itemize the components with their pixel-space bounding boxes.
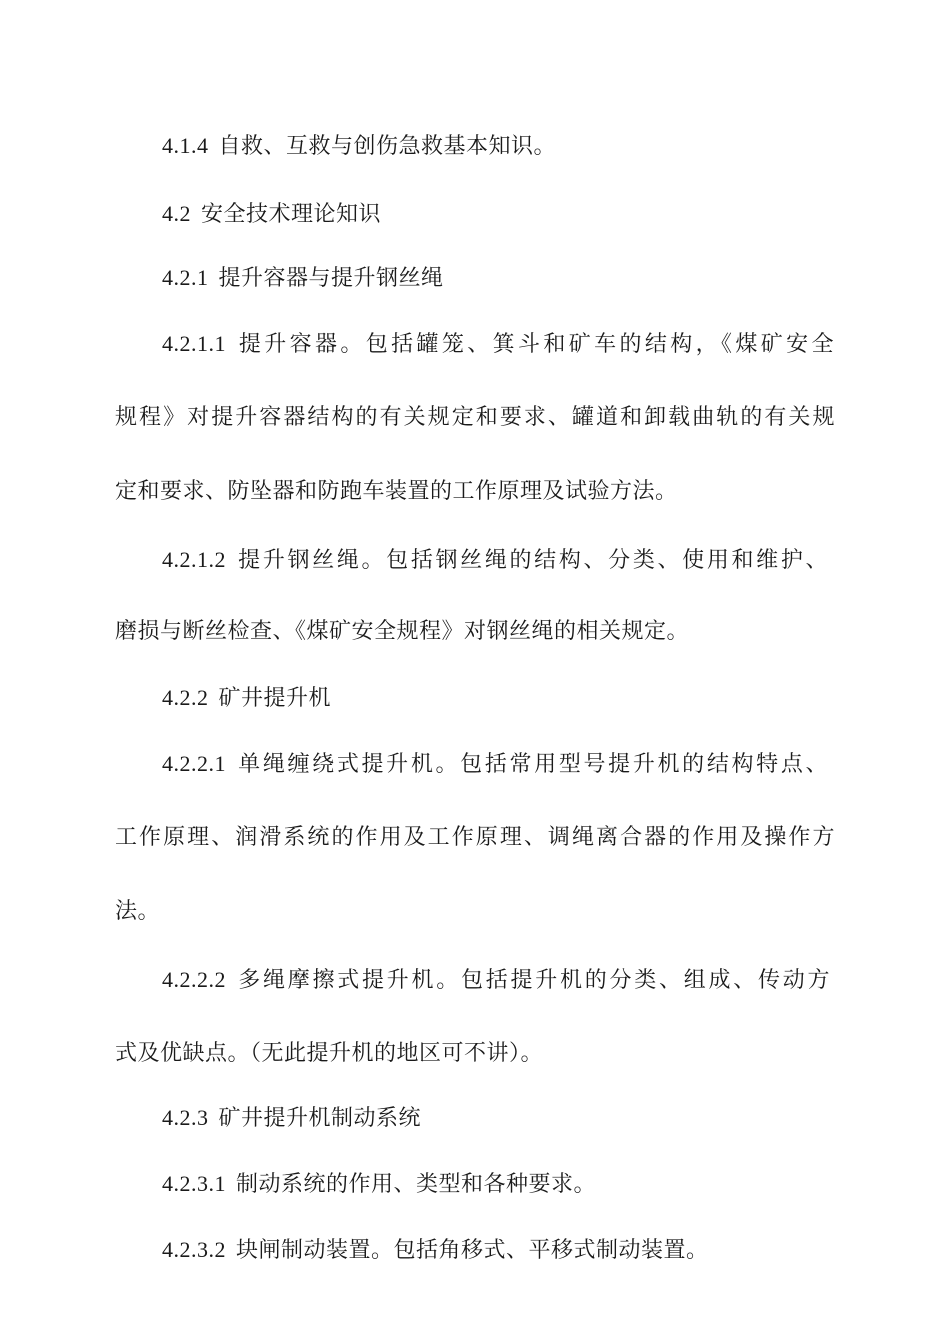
paragraph-4-2-1-1 [162, 330, 834, 359]
paragraph-continuation [115, 1040, 543, 1068]
paragraph-text: 多绳摩擦式提升机。包括提升机的分类、组成、传动方 [236, 968, 830, 993]
paragraph-text: 单绳缠绕式提升机。包括常用型号提升机的结构特点、 [236, 752, 828, 777]
section-number: 4.2.2.1 [162, 751, 226, 776]
paragraph-text: 规程》对提升容器结构的有关规定和要求、罐道和卸载曲轨的有关规 [115, 405, 835, 430]
heading-text: 提升容器与提升钢丝绳 [218, 266, 444, 291]
paragraph-continuation [115, 898, 160, 926]
paragraph-text: 自救、互救与创伤急救基本知识。 [218, 134, 557, 159]
section-number: 4.2.1 [162, 265, 209, 290]
paragraph-continuation [115, 618, 689, 646]
section-number: 4.2.2.2 [162, 967, 226, 992]
section-number: 4.1.4 [162, 133, 209, 158]
paragraph-text: 提升容器。包括罐笼、箕斗和矿车的结构，《煤矿安全 [236, 332, 834, 357]
paragraph-continuation [115, 404, 835, 432]
paragraph-4-1-4 [162, 132, 556, 161]
heading-4-2-3 [162, 1104, 421, 1133]
paragraph-text: 提升钢丝绳。包括钢丝绳的结构、分类、使用和维护、 [236, 548, 828, 573]
section-number: 4.2.2 [162, 685, 209, 710]
section-number: 4.2.1.1 [162, 331, 226, 356]
paragraph-text: 定和要求、防坠器和防跑车装置的工作原理及试验方法。 [115, 479, 678, 504]
paragraph-4-2-2-2 [162, 966, 830, 995]
paragraph-text: 磨损与断丝检查、《煤矿安全规程》对钢丝绳的相关规定。 [115, 619, 690, 644]
paragraph-4-2-1-2 [162, 546, 828, 575]
paragraph-4-2-3-2 [162, 1236, 709, 1265]
section-number: 4.2.3 [162, 1105, 209, 1130]
section-number: 4.2.1.2 [162, 547, 226, 572]
section-number: 4.2.3.2 [162, 1237, 226, 1262]
heading-text: 安全技术理论知识 [201, 202, 382, 227]
heading-4-2 [162, 200, 381, 229]
heading-text: 矿井提升机 [218, 686, 332, 711]
paragraph-text: 块闸制动装置。包括角移式、平移式制动装置。 [236, 1238, 709, 1263]
heading-4-2-1 [162, 264, 444, 293]
paragraph-text: 工作原理、润滑系统的作用及工作原理、调绳离合器的作用及操作方 [115, 825, 835, 850]
paragraph-text: 制动系统的作用、类型和各种要求。 [236, 1172, 597, 1197]
section-number: 4.2 [162, 201, 191, 226]
paragraph-continuation [115, 824, 835, 852]
paragraph-text: 法。 [115, 899, 161, 924]
paragraph-continuation [115, 478, 678, 506]
section-number: 4.2.3.1 [162, 1171, 226, 1196]
heading-4-2-2 [162, 684, 331, 713]
paragraph-4-2-2-1 [162, 750, 828, 779]
paragraph-4-2-3-1 [162, 1170, 596, 1199]
heading-text: 矿井提升机制动系统 [218, 1106, 422, 1131]
paragraph-text: 式及优缺点。（无此提升机的地区可不讲）。 [115, 1041, 544, 1066]
